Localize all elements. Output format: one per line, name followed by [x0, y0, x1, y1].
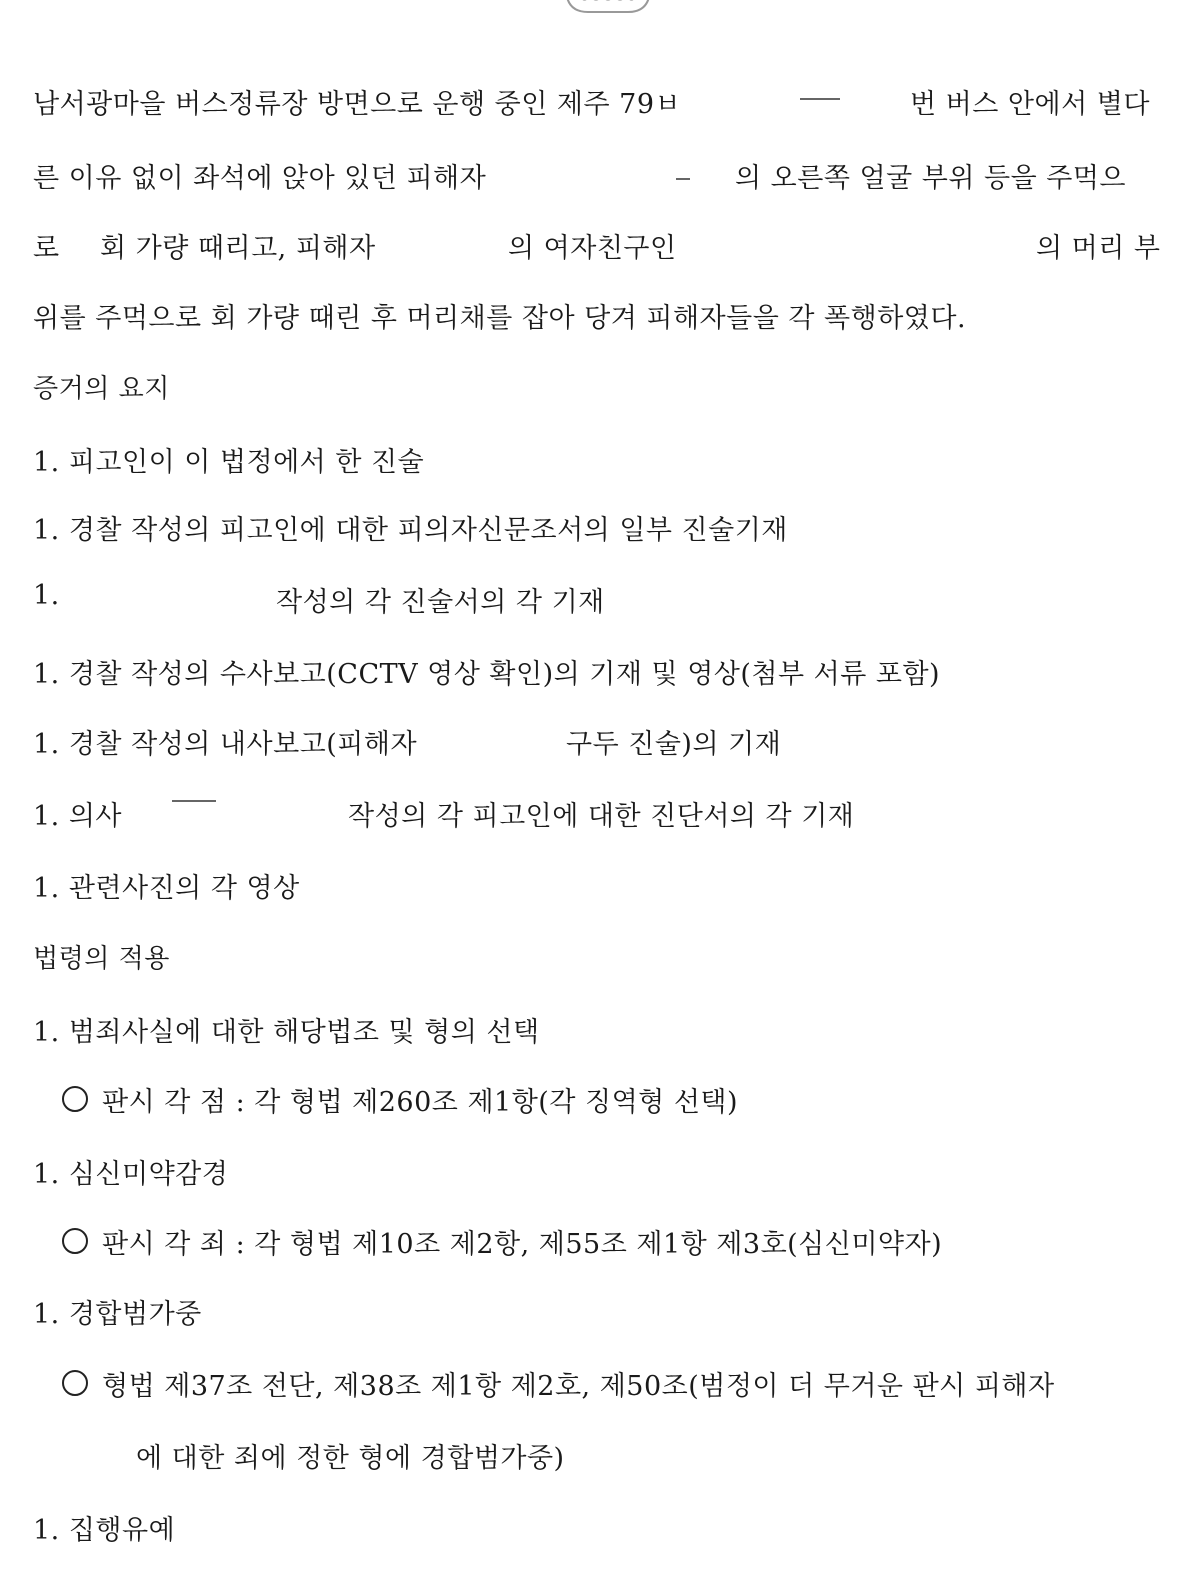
redaction-artifact: [172, 800, 216, 802]
paragraph-text: 의 여자친구인: [508, 233, 677, 264]
paragraph-text: 남서광마을 버스정류장 방면으로 운행 중인 제주 79ㅂ: [33, 89, 682, 120]
paragraph-text: 번 버스 안에서 별다: [910, 89, 1150, 120]
redaction-artifact: [676, 178, 690, 180]
paragraph-text: 회 가량 때리고, 피해자: [100, 233, 376, 264]
seal-stamp: [560, 0, 656, 16]
paragraph-text: 의 오른쪽 얼굴 부위 등을 주먹으: [735, 163, 1126, 194]
redaction-artifact: [800, 98, 840, 100]
paragraph-text: 위를 주먹으로 회 가량 때린 후 머리채를 잡아 당겨 피해자들을 각 폭행하였다.: [33, 303, 967, 334]
paragraph-text: 른 이유 없이 좌석에 앉아 있던 피해자: [33, 163, 487, 194]
circle-bullet-icon: [62, 1086, 88, 1112]
paragraph-text: 의 머리 부: [1036, 233, 1161, 264]
circle-bullet-icon: [62, 1370, 88, 1396]
circle-bullet-icon: [62, 1228, 88, 1254]
paragraph-text: 로: [33, 233, 60, 264]
